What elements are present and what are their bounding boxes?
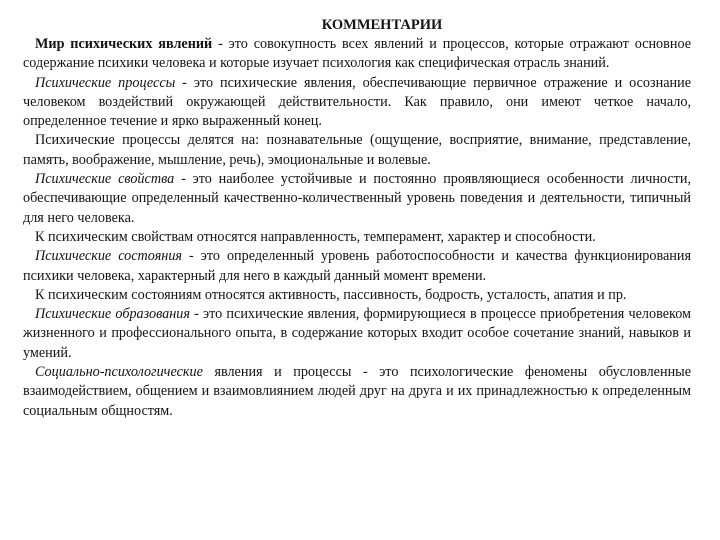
paragraph-property-types [23,228,691,247]
term-psychic-states: Психические состояния [35,248,183,265]
document [23,16,691,421]
term-psychic-processes: Психические процессы [35,74,176,91]
paragraph-psychic-states [23,247,691,286]
paragraph-social-psychological [23,363,691,421]
paragraph-psychic-processes [23,74,691,132]
definition-psychic-formations: - это психические явления, формирующиеся в процессе приобретения человеком жизненного и профессионального опыта, в содержание которых входит особое сочетание знаний, навыков и умений. [23,306,691,361]
definition-psychic-states: - это определенный уровень работоспособности и качества функционирования психики человека, характерный для него в каждый данный момент времени. [23,248,691,284]
paragraph-psychic-formations [23,305,691,363]
term-social-psychological: Социально-психологические [35,364,203,381]
term-psychic-formations: Психические образования [35,306,190,323]
text-state-types: К психическим состояниям относятся активность, пассивность, бодрость, усталость, апатия и пр. [35,286,627,303]
term-psychic-properties: Психические свойства [35,171,175,188]
paragraph-state-types [23,286,691,305]
paragraph-psychic-properties [23,170,691,228]
definition-social-psychological: явления и процессы - это психологические феномены обусловленные взаимодействием, общением и взаимовлиянием людей друг на друга и их принадлежностью к определенным социальным общностям. [23,364,691,419]
document-title: КОММЕНТАРИИ [321,17,443,33]
text-property-types: К психическим свойствам относятся направленность, темперамент, характер и способности. [35,228,596,245]
paragraph-psychic-phenomena [23,35,691,74]
term-psychic-phenomena: Мир психических явлений [35,36,213,52]
paragraph-process-types [23,131,691,170]
definition-psychic-properties: - это наиболее устойчивые и постоянно проявляющиеся особенности личности, обеспечивающие определенный качественно-количественный уровень поведения и деятельности, типичный для него человека. [23,171,692,226]
definition-psychic-phenomena: - это совокупность всех явлений и процессов, которые отражают основное содержание психики человека и которые изучает психология как специфическая отрасль знаний. [23,36,692,72]
definition-psychic-processes: - это психические явления, обеспечивающие первичное отражение и осознание человеком воздействий окружающей действительности. Как правило, они имеют четкое начало, определенное течение и ярко выраженный конец. [23,74,691,130]
text-process-types: Психические процессы делятся на: познавательные (ощущение, восприятие, внимание, представление, память, воображение, мышление, речь), эмоциональные и волевые. [23,132,691,168]
